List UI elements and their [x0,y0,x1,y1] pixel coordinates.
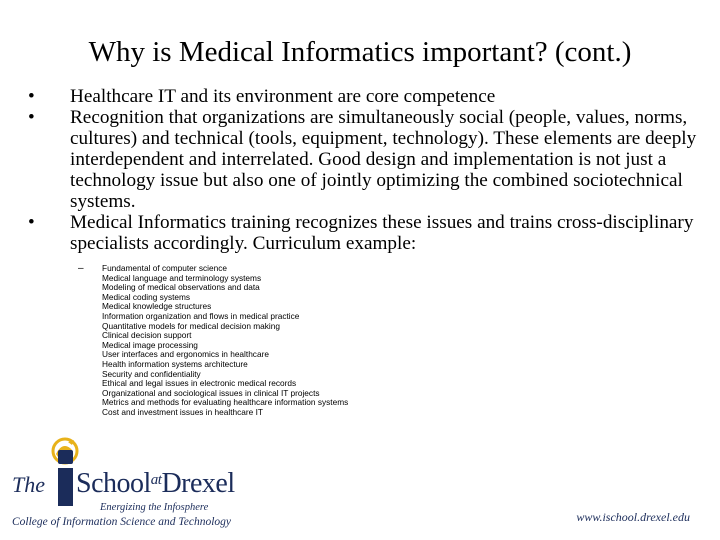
bullet-text: Recognition that organizations are simultaneously social (people, values, norms, cultures) and technical (tools, equipment, technology). These elements are deeply interdependent and interrelated. Good design and implementation is not just a technology issue but also one of jointly optimizing the combined sociotechnical systems. [70,107,697,212]
sub-bullet-glyph: – [78,263,84,274]
curriculum-item: Fundamental of computer science [102,263,227,273]
logo-school: School [76,468,151,499]
bullet-item [28,212,708,254]
curriculum-item: Health information systems architecture [102,358,248,369]
curriculum-item: User interfaces and ergonomics in healthcare [102,349,269,360]
curriculum-item: Medical language and terminology systems [102,272,262,283]
curriculum-item: Quantitative models for medical decision making [102,320,281,331]
curriculum-item: Security and confidentiality [102,368,201,379]
curriculum-item: Clinical decision support [102,330,192,341]
logo-i-dot [58,450,73,464]
bullet-text: Healthcare IT and its environment are core competence [70,86,496,107]
curriculum-item: Medical image processing [102,339,198,350]
curriculum-item: Modeling of medical observations and data [102,282,260,293]
curriculum-item: Cost and investment issues in healthcare IT [102,406,263,417]
logo-drexel: Drexel [161,468,235,499]
curriculum-item: Medical coding systems [102,291,191,302]
bullet-text: Medical Informatics training recognizes these issues and trains cross-disciplinary specialists accordingly. Curriculum example: [70,212,694,254]
bullet-item [28,107,708,212]
curriculum-item: Medical knowledge structures [102,301,212,312]
logo-the: The [12,472,45,497]
curriculum-list [78,264,348,418]
curriculum-item: Information organization and flows in medical practice [102,310,300,321]
logo-at: at [150,472,162,488]
logo-tagline: Energizing the Infosphere [100,502,209,513]
logo-i-bar [58,468,73,506]
logo-college: College of Information Science and Technology [12,516,231,528]
slide-title: Why is Medical Informatics important? (cont.) [88,36,632,68]
bullet-glyph: • [28,86,35,107]
bullet-item [28,86,708,107]
curriculum-item: Metrics and methods for evaluating healthcare information systems [102,397,349,408]
curriculum-item: Ethical and legal issues in electronic medical records [102,378,297,389]
ischool-logo [8,430,248,530]
logo-wordmark [76,468,235,500]
curriculum-item: Organizational and sociological issues in clinical IT projects [102,387,320,398]
bullet-glyph: • [28,107,35,128]
footer-url: www.ischool.drexel.edu [576,510,690,524]
bullet-list [28,86,708,254]
bullet-glyph: • [28,212,35,233]
